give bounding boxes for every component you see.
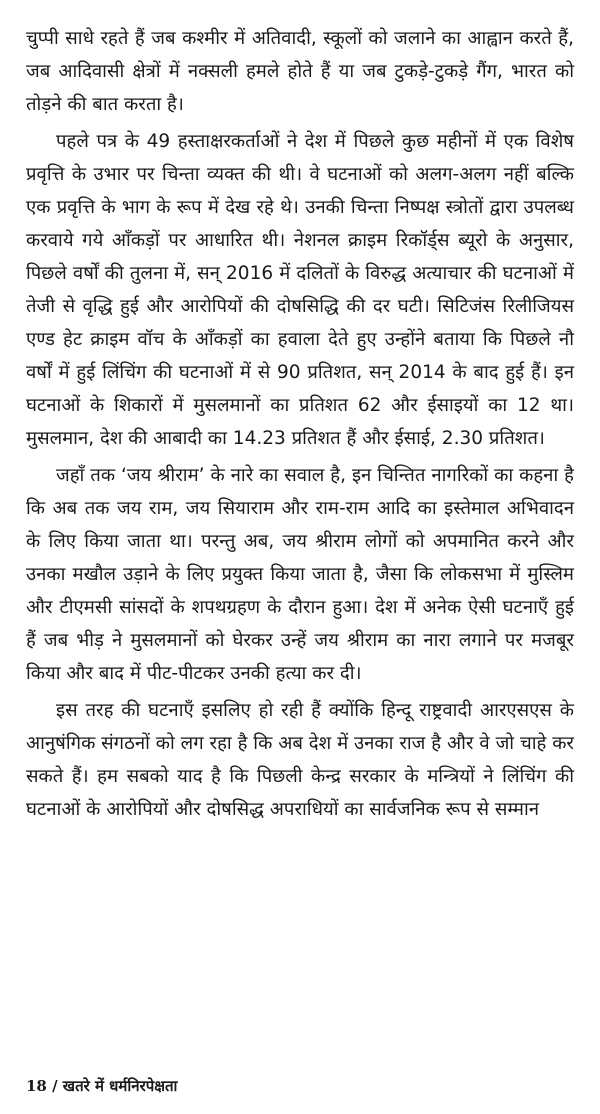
paragraph-continued: चुप्पी साधे रहते हैं जब कश्मीर में अतिवादी, स्कूलों को जलाने का आह्वान करते हैं, जब आदिवासी क्षेत्रों में नक्सली हमले होते हैं या जब टुकड़े-टुकड़े गैंग, भारत को तोड़ने की बात करता है। [26,28,574,115]
body-text [26,22,574,826]
paragraph: इस तरह की घटनाएँ इसलिए हो रही हैं क्योंकि हिन्दू राष्ट्रवादी आरएसएस के आनुषंगिक संगठनों को लग रहा है कि अब देश में उनका राज है और वे जो चाहे कर सकते हैं। हम सबको याद है कि पिछली केन्द्र सरकार के मन्त्रियों ने लिंचिंग की घटनाओं के आरोपियों और दोषसिद्ध अपराधियों का सार्वजनिक रूप से सम्मान [26,700,574,820]
paragraph: जहाँ तक ‘जय श्रीराम’ के नारे का सवाल है, इन चिन्तित नागरिकों का कहना है कि अब तक जय राम, जय सियाराम और राम-राम आदि का इस्तेमाल अभिवादन के लिए किया जाता था। परन्तु अब, जय श्रीराम लोगों को अपमानित करने और उनका मखौल उड़ाने के लिए प्रयुक्त किया जाता है, जैसा कि लोकसभा में मुस्लिम और टीएमसी सांसदों के शपथग्रहण के दौरान हुआ। देश में अनेक ऐसी घटनाएँ हुई हैं जब भीड़ ने मुसलमानों को घेरकर उन्हें जय श्रीराम का नारा लगाने पर मजबूर किया और बाद में पीट-पीटकर उनकी हत्या कर दी। [26,465,575,684]
paragraph: पहले पत्र के 49 हस्ताक्षरकर्ताओं ने देश में पिछले कुछ महीनों में एक विशेष प्रवृत्ति के उभार पर चिन्ता व्यक्त की थी। वे घटनाओं को अलग-अलग नहीं बल्कि एक प्रवृत्ति के भाग के रूप में देख रहे थे। उनकी चिन्ता निष्पक्ष स्त्रोतों द्वारा उपलब्ध करवाये गये आँकड़ों पर आधारित थी। नेशनल क्राइम रिकॉर्ड्स ब्यूरो के अनुसार, पिछले वर्षों की तुलना में, सन् 2016 में दलितों के विरुद्ध अत्याचार की घटनाओं में तेजी से वृद्धि हुई और आरोपियों की दोषसिद्धि की दर घटी। सिटिजंस रिलीजियस एण्ड हेट क्राइम वॉच के आँकड़ों का हवाला देते हुए उन्होंने बताया कि पिछले नौ वर्षों में हुई लिंचिंग की घटनाओं में से 90 प्रतिशत, सन् 2014 के बाद हुई हैं। इन घटनाओं के शिकारों में मुसलमानों का प्रतिशत 62 और ईसाइयों का 12 था। मुसलमान, देश की आबादी का 14.23 प्रतिशत हैं और ईसाई, 2.30 प्रतिशत। [26,131,574,449]
page-footer: 18 / खतरे में धर्मनिरपेक्षता [26,1077,178,1095]
